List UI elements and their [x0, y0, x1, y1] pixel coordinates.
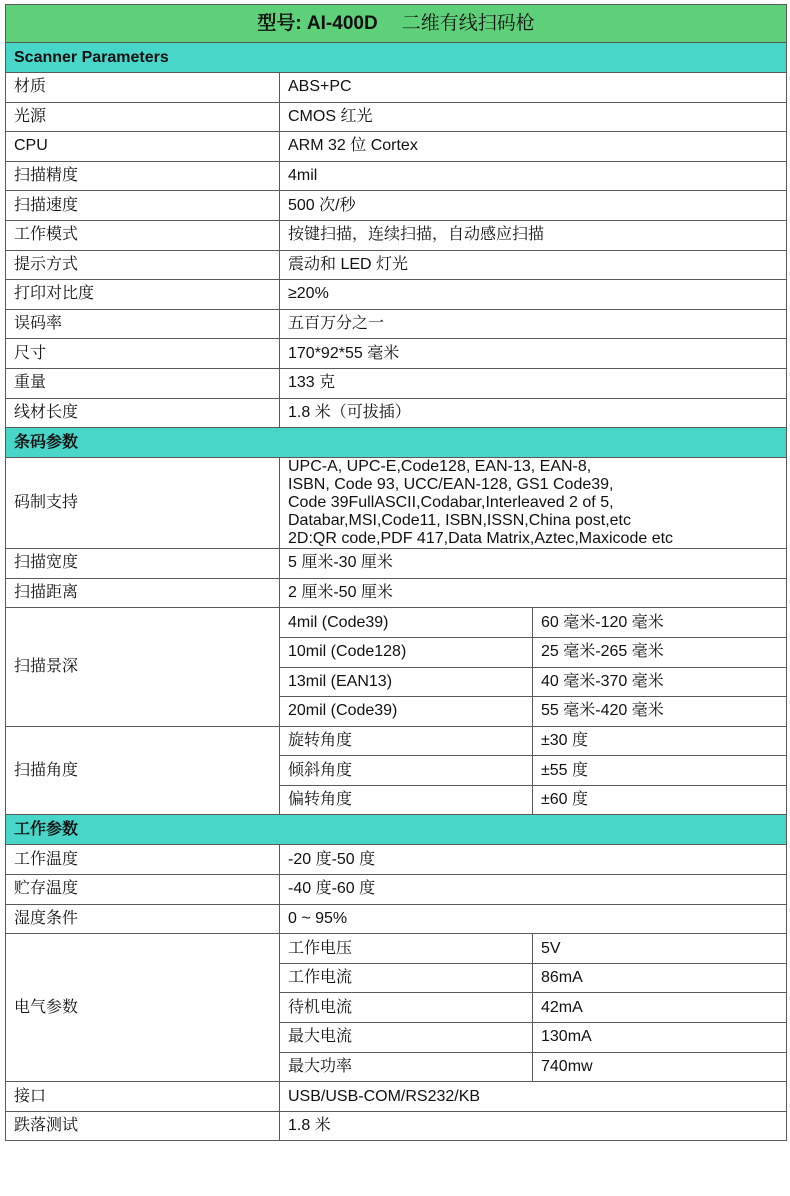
- param-label: 扫描精度: [6, 161, 280, 191]
- sub-param-label: 最大电流: [280, 1023, 533, 1053]
- title-row: [6, 5, 787, 43]
- table-row: [6, 339, 787, 369]
- sub-param-value: ±55 度: [533, 756, 787, 786]
- param-label: CPU: [6, 132, 280, 162]
- table-row: [6, 1111, 787, 1141]
- table-row: [6, 368, 787, 398]
- sub-param-value: 40 毫米-370 毫米: [533, 667, 787, 697]
- param-value: ≥20%: [280, 280, 787, 310]
- table-row: [6, 904, 787, 934]
- supported-codes-list: [280, 458, 787, 549]
- param-value: 133 克: [280, 368, 787, 398]
- table-row: [6, 161, 787, 191]
- sub-param-label: 10mil (Code128): [280, 637, 533, 667]
- sub-param-label: 最大功率: [280, 1052, 533, 1082]
- param-value: 170*92*55 毫米: [280, 339, 787, 369]
- sub-param-value: 55 毫米-420 毫米: [533, 697, 787, 727]
- sub-param-label: 4mil (Code39): [280, 608, 533, 638]
- sub-param-label: 旋转角度: [280, 726, 533, 756]
- param-value: -40 度-60 度: [280, 875, 787, 905]
- param-label: 光源: [6, 102, 280, 132]
- param-value: ABS+PC: [280, 73, 787, 103]
- param-label: 工作模式: [6, 220, 280, 250]
- sub-param-value: 740mw: [533, 1052, 787, 1082]
- section-heading: 工作参数: [6, 815, 787, 845]
- param-label: 接口: [6, 1082, 280, 1112]
- sub-param-label: 20mil (Code39): [280, 697, 533, 727]
- table-row: [6, 934, 787, 964]
- param-value: 500 次/秒: [280, 191, 787, 221]
- sub-param-value: 60 毫米-120 毫米: [533, 608, 787, 638]
- param-label: 材质: [6, 73, 280, 103]
- param-label: 码制支持: [6, 458, 280, 549]
- sub-param-value: ±30 度: [533, 726, 787, 756]
- param-value: 按键扫描，连续扫描，自动感应扫描: [280, 220, 787, 250]
- section-heading: 条码参数: [6, 428, 787, 458]
- param-label: 扫描速度: [6, 191, 280, 221]
- param-label: 扫描角度: [6, 726, 280, 815]
- table-row: [6, 220, 787, 250]
- sub-param-value: 42mA: [533, 993, 787, 1023]
- table-row: [6, 398, 787, 428]
- sub-param-value: 86mA: [533, 963, 787, 993]
- sub-param-value: 130mA: [533, 1023, 787, 1053]
- param-label: 贮存温度: [6, 875, 280, 905]
- param-value: 4mil: [280, 161, 787, 191]
- param-value: ARM 32 位 Cortex: [280, 132, 787, 162]
- param-value: 2 厘米-50 厘米: [280, 578, 787, 608]
- table-row: [6, 250, 787, 280]
- param-label: 工作温度: [6, 845, 280, 875]
- param-value: 1.8 米（可拔插）: [280, 398, 787, 428]
- sub-param-label: 偏转角度: [280, 785, 533, 815]
- param-value: 0 ~ 95%: [280, 904, 787, 934]
- section-barcode-parameters: [6, 428, 787, 458]
- param-label: 电气参数: [6, 934, 280, 1082]
- code-line: ISBN, Code 93, UCC/EAN-128, GS1 Code39,: [288, 476, 614, 494]
- param-value: -20 度-50 度: [280, 845, 787, 875]
- sub-param-value: ±60 度: [533, 785, 787, 815]
- section-heading: Scanner Parameters: [6, 43, 787, 73]
- table-row: [6, 549, 787, 579]
- param-label: 尺寸: [6, 339, 280, 369]
- page-title: [6, 5, 787, 43]
- table-row: [6, 608, 787, 638]
- product-name: 二维有线扫码枪: [401, 12, 535, 34]
- table-row: [6, 458, 787, 549]
- table-row: [6, 73, 787, 103]
- sub-param-label: 待机电流: [280, 993, 533, 1023]
- code-line: Code 39FullASCII,Codabar,Interleaved 2 of 5,: [288, 494, 614, 512]
- code-line: Databar,MSI,Code11, ISBN,ISSN,China post,etc: [288, 512, 631, 530]
- table-row: [6, 132, 787, 162]
- param-value: 1.8 米: [280, 1111, 787, 1141]
- param-label: 扫描宽度: [6, 549, 280, 579]
- param-label: 跌落测试: [6, 1111, 280, 1141]
- param-label: 湿度条件: [6, 904, 280, 934]
- param-label: 线材长度: [6, 398, 280, 428]
- param-label: 扫描景深: [6, 608, 280, 726]
- param-label: 扫描距离: [6, 578, 280, 608]
- param-value: 震动和 LED 灯光: [280, 250, 787, 280]
- table-row: [6, 578, 787, 608]
- sub-param-label: 工作电压: [280, 934, 533, 964]
- param-label: 重量: [6, 368, 280, 398]
- section-work-parameters: [6, 815, 787, 845]
- sub-param-label: 倾斜角度: [280, 756, 533, 786]
- param-value: CMOS 红光: [280, 102, 787, 132]
- table-row: [6, 845, 787, 875]
- table-row: [6, 1082, 787, 1112]
- table-row: [6, 280, 787, 310]
- table-row: [6, 875, 787, 905]
- spec-table: [5, 4, 787, 1141]
- model-number: 型号: AI-400D: [257, 12, 378, 34]
- section-scanner-parameters: [6, 43, 787, 73]
- table-row: [6, 191, 787, 221]
- param-label: 打印对比度: [6, 280, 280, 310]
- param-label: 提示方式: [6, 250, 280, 280]
- sub-param-label: 工作电流: [280, 963, 533, 993]
- sub-param-value: 5V: [533, 934, 787, 964]
- param-value: 五百万分之一: [280, 309, 787, 339]
- code-line: UPC-A, UPC-E,Code128, EAN-13, EAN-8,: [288, 458, 592, 476]
- param-value: USB/USB-COM/RS232/KB: [280, 1082, 787, 1112]
- sub-param-label: 13mil (EAN13): [280, 667, 533, 697]
- param-value: 5 厘米-30 厘米: [280, 549, 787, 579]
- table-row: [6, 726, 787, 756]
- code-line: 2D:QR code,PDF 417,Data Matrix,Aztec,Maxicode etc: [288, 530, 674, 548]
- table-row: [6, 102, 787, 132]
- param-label: 误码率: [6, 309, 280, 339]
- table-row: [6, 309, 787, 339]
- sub-param-value: 25 毫米-265 毫米: [533, 637, 787, 667]
